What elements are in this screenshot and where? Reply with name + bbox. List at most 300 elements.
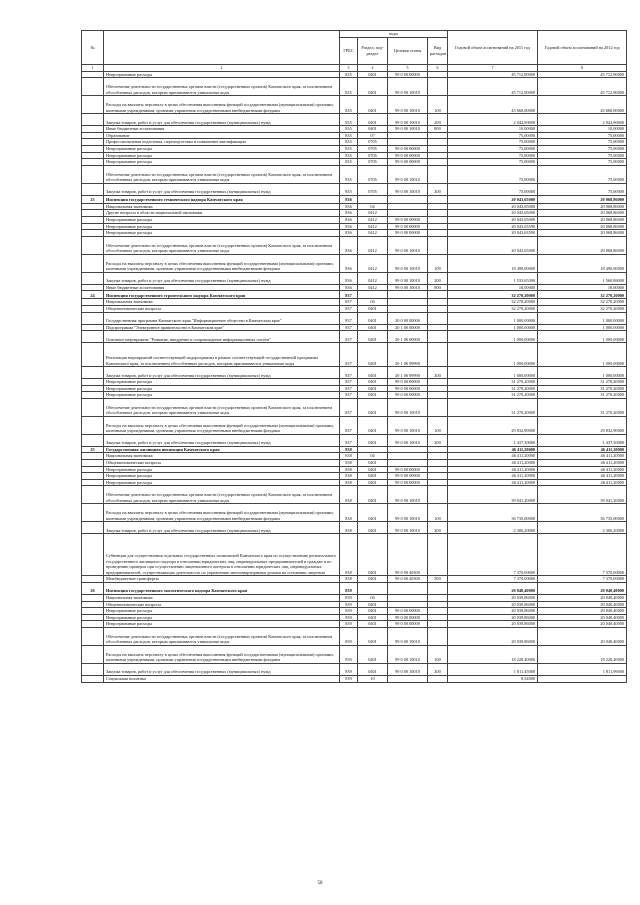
cell-name: Непрограммные расходы: [104, 608, 340, 615]
cell-amount-2012: 31 270,20000: [538, 398, 627, 416]
cell-name: Непрограммные расходы: [104, 71, 340, 78]
cell-target: 99 0 00 00000: [388, 223, 428, 230]
cell-name: Расходы на выплаты персоналу в целях обеспечения выполнения функций государственными (муниципальными) органами, казенными учреждениями, органами управления государственными внебюджетными фондами: [104, 646, 340, 664]
table-row: [82, 446, 627, 453]
cell-name: Государственная программа Камчатского края "Информационное общество в Камчатском крае": [104, 312, 340, 324]
cell-vr: [428, 132, 448, 139]
cell-section: 04: [358, 453, 388, 460]
cell-section: 10: [358, 676, 388, 683]
cell-amount-2011: 7 370,00000: [448, 534, 538, 576]
table-row: [82, 145, 627, 152]
cell-amount-2011: 1 533,65390: [448, 272, 538, 284]
cell-amount-2012: 39 041,20000: [538, 486, 627, 504]
cell-name: Непрограммные расходы: [104, 621, 340, 628]
table-row: [82, 628, 627, 646]
cell-vr: [428, 676, 448, 683]
cell-grbs: 837: [340, 379, 358, 386]
column-index: 8: [538, 65, 627, 72]
cell-amount-2011: 45 712,90000: [448, 71, 538, 78]
table-row: [82, 479, 627, 486]
cell-name: Непрограммные расходы: [104, 223, 340, 230]
table-row: [82, 312, 627, 324]
cell-grbs: 838: [340, 504, 358, 522]
cell-vr: [428, 460, 448, 467]
header-name: [104, 31, 340, 65]
cell-grbs: 839: [340, 664, 358, 676]
cell-amount-2012: 20 068,86000: [538, 210, 627, 217]
table-row: [82, 183, 627, 195]
cell-target: 99 0 00 40300: [388, 576, 428, 583]
cell-number: [82, 139, 104, 146]
cell-number: [82, 324, 104, 331]
cell-target: 99 0 00 00000: [388, 473, 428, 480]
cell-amount-2011: 31 270,20000: [448, 398, 538, 416]
cell-section: 0401: [358, 398, 388, 416]
cell-vr: [428, 595, 448, 602]
cell-target: [388, 195, 428, 203]
cell-vr: 200: [428, 522, 448, 534]
cell-amount-2011: 18,00000: [448, 284, 538, 291]
table-row: [82, 114, 627, 126]
cell-amount-2012: 20 040,40000: [538, 595, 627, 602]
cell-vr: [428, 195, 448, 203]
cell-number: [82, 676, 104, 683]
cell-vr: [428, 473, 448, 480]
cell-number: [82, 305, 104, 312]
column-index: 1: [82, 65, 104, 72]
cell-number: [82, 664, 104, 676]
cell-target: [388, 132, 428, 139]
cell-name: Расходы на выплаты персоналу в целях обеспечения выполнения функций государственными (муниципальными) органами, казенными учреждениями, органами управления государственными внебюджетными фондами: [104, 254, 340, 272]
cell-amount-2012: 46 411,20000: [538, 473, 627, 480]
table-row: [82, 453, 627, 460]
cell-section: 0401: [358, 114, 388, 126]
cell-target: 99 0 00 40300: [388, 534, 428, 576]
table-row: [82, 614, 627, 621]
cell-grbs: 835: [340, 159, 358, 166]
cell-target: 20 1 06 00000: [388, 331, 428, 343]
cell-grbs: 839: [340, 608, 358, 615]
cell-name: Обеспечение деятельности государственных органов власти (государственных органов) Камчатского края, за исключением обособленных расходов, которым присваиваются уникальные коды: [104, 628, 340, 646]
cell-target: 99 0 00 10010: [388, 398, 428, 416]
cell-name: Инспекция государственного технического надзора Камчатского края: [104, 195, 340, 203]
cell-target: [388, 291, 428, 299]
cell-number: 23: [82, 195, 104, 203]
cell-section: 0705: [358, 152, 388, 159]
cell-amount-2012: 1 000,00000: [538, 312, 627, 324]
cell-target: 99 0 00 10010: [388, 628, 428, 646]
cell-amount-2012: 18,00000: [538, 284, 627, 291]
cell-amount-2012: 75,00000: [538, 159, 627, 166]
cell-grbs: 835: [340, 114, 358, 126]
cell-amount-2012: 18 228,40000: [538, 646, 627, 664]
cell-vr: [428, 398, 448, 416]
cell-target: [388, 583, 428, 595]
cell-amount-2012: 46 411,20000: [538, 453, 627, 460]
cell-amount-2011: 18 490,00000: [448, 254, 538, 272]
cell-amount-2012: 20 040,40000: [538, 608, 627, 615]
cell-name: Национальная экономика: [104, 595, 340, 602]
cell-amount-2012: 36 735,00000: [538, 504, 627, 522]
cell-section: 0401: [358, 324, 388, 331]
cell-vr: [428, 601, 448, 608]
cell-target: 99 0 00 10010: [388, 646, 428, 664]
table-row: [82, 392, 627, 399]
cell-target: [388, 453, 428, 460]
cell-section: 0705: [358, 139, 388, 146]
table-row: [82, 139, 627, 146]
cell-name: Непрограммные расходы: [104, 392, 340, 399]
cell-grbs: 838: [340, 473, 358, 480]
cell-target: 99 0 00 00000: [388, 71, 428, 78]
cell-vr: [428, 145, 448, 152]
cell-amount-2012: 20 040,40000: [538, 628, 627, 646]
table-row: [82, 223, 627, 230]
cell-target: 99 0 00 00000: [388, 621, 428, 628]
page-number: 58: [317, 881, 323, 886]
table-row: [82, 379, 627, 386]
cell-grbs: 839: [340, 614, 358, 621]
cell-grbs: 835: [340, 165, 358, 183]
cell-section: 0412: [358, 284, 388, 291]
cell-grbs: 838: [340, 446, 358, 453]
cell-number: [82, 595, 104, 602]
cell-grbs: 837: [340, 367, 358, 379]
cell-section: 0401: [358, 312, 388, 324]
cell-name: Непрограммные расходы: [104, 466, 340, 473]
cell-number: [82, 504, 104, 522]
cell-section: 07: [358, 132, 388, 139]
cell-grbs: 835: [340, 145, 358, 152]
cell-vr: [428, 628, 448, 646]
cell-section: 0401: [358, 486, 388, 504]
column-index: 6: [428, 65, 448, 72]
cell-name: Непрограммные расходы: [104, 379, 340, 386]
cell-vr: [428, 165, 448, 183]
header-target: Целевая статья: [388, 38, 428, 65]
cell-name: Непрограммные расходы: [104, 152, 340, 159]
table-row: [82, 434, 627, 446]
cell-target: 99 0 00 10010: [388, 284, 428, 291]
cell-section: 0401: [358, 305, 388, 312]
cell-amount-2012: 46 411,20000: [538, 446, 627, 453]
cell-name: Субвенции для осуществления отдельных государственных полномочий Камчатского края по осуществлению регионального государственного жилищного надзора в отношении юридических лиц, индивидуальных предпринимателей и граждан и по проведению проверок при осуществлении лицензионного контроля в отношении юридических лиц, индивидуальных предпринимателей, осуществляющих деятельность по управлению многоквартирными домами на основании лицензии: [104, 534, 340, 576]
cell-target: [388, 446, 428, 453]
cell-vr: 100: [428, 646, 448, 664]
cell-vr: [428, 305, 448, 312]
cell-grbs: 835: [340, 126, 358, 133]
cell-grbs: 838: [340, 534, 358, 576]
cell-grbs: 836: [340, 254, 358, 272]
cell-number: [82, 621, 104, 628]
cell-section: 0401: [358, 379, 388, 386]
table-row: [82, 595, 627, 602]
cell-vr: [428, 152, 448, 159]
cell-vr: [428, 608, 448, 615]
header-year-2012: Годовой объем ассигнований на 2012 год: [538, 31, 627, 65]
cell-amount-2012: 1 560,86000: [538, 272, 627, 284]
cell-name: Закупка товаров, работ и услуг для обеспечения государственных (муниципальных) нужд: [104, 522, 340, 534]
table-row: [82, 664, 627, 676]
cell-target: 99 0 00 00000: [388, 159, 428, 166]
cell-vr: [428, 78, 448, 96]
cell-amount-2011: 75,00000: [448, 159, 538, 166]
cell-section: 0401: [358, 614, 388, 621]
cell-amount-2012: 31 270,20000: [538, 392, 627, 399]
cell-amount-2011: 20 039,86000: [448, 595, 538, 602]
cell-target: [388, 676, 428, 683]
cell-grbs: 835: [340, 78, 358, 96]
table-row: [82, 291, 627, 299]
cell-amount-2012: 20 068,86000: [538, 195, 627, 203]
cell-vr: [428, 203, 448, 210]
cell-name: Национальная экономика: [104, 203, 340, 210]
cell-section: 0705: [358, 145, 388, 152]
table-row: [82, 254, 627, 272]
cell-target: 99 0 00 10010: [388, 522, 428, 534]
cell-number: [82, 331, 104, 343]
cell-grbs: 837: [340, 398, 358, 416]
table-row: [82, 676, 627, 683]
cell-amount-2012: 2 306,20000: [538, 522, 627, 534]
cell-grbs: 838: [340, 576, 358, 583]
cell-section: 0401: [358, 416, 388, 434]
cell-grbs: 835: [340, 139, 358, 146]
cell-amount-2012: 75,00000: [538, 139, 627, 146]
cell-amount-2011: 20 039,86000: [448, 601, 538, 608]
cell-vr: 100: [428, 504, 448, 522]
cell-grbs: 837: [340, 299, 358, 306]
cell-number: [82, 343, 104, 367]
table-row: [82, 305, 627, 312]
cell-amount-2011: 75,00000: [448, 139, 538, 146]
cell-section: 0705: [358, 183, 388, 195]
column-index: 4: [358, 65, 388, 72]
cell-target: 99 0 00 00000: [388, 466, 428, 473]
cell-vr: 100: [428, 96, 448, 114]
cell-section: 0412: [358, 216, 388, 223]
cell-amount-2012: 20 068,86000: [538, 203, 627, 210]
table-row: [82, 230, 627, 237]
cell-number: [82, 646, 104, 664]
cell-number: [82, 223, 104, 230]
table-row: [82, 78, 627, 96]
cell-grbs: 837: [340, 392, 358, 399]
cell-number: [82, 254, 104, 272]
cell-target: 20 1 06 99990: [388, 367, 428, 379]
cell-target: [388, 203, 428, 210]
cell-number: [82, 534, 104, 576]
cell-amount-2011: 1 000,00000: [448, 343, 538, 367]
cell-name: Непрограммные расходы: [104, 230, 340, 237]
cell-grbs: 838: [340, 460, 358, 467]
table-row: [82, 460, 627, 467]
cell-number: [82, 576, 104, 583]
cell-number: [82, 272, 104, 284]
cell-number: [82, 210, 104, 217]
cell-section: 0412: [358, 210, 388, 217]
cell-vr: [428, 331, 448, 343]
cell-target: [388, 595, 428, 602]
cell-name: Непрограммные расходы: [104, 479, 340, 486]
cell-amount-2012: 31 270,20000: [538, 385, 627, 392]
cell-number: [82, 614, 104, 621]
cell-amount-2011: 75,00000: [448, 152, 538, 159]
cell-grbs: 836: [340, 210, 358, 217]
cell-section: 0401: [358, 71, 388, 78]
cell-vr: [428, 216, 448, 223]
cell-amount-2011: 18 228,40000: [448, 646, 538, 664]
table-row: [82, 132, 627, 139]
cell-amount-2012: 1 000,00000: [538, 367, 627, 379]
cell-name: Обеспечение деятельности государственных органов власти (государственных органов) Камчатского края, за исключением обособленных расходов, которым присваиваются уникальные коды: [104, 236, 340, 254]
cell-name: Непрограммные расходы: [104, 614, 340, 621]
cell-target: 99 0 00 00000: [388, 230, 428, 237]
cell-amount-2012: 1 000,00000: [538, 324, 627, 331]
cell-section: 04: [358, 203, 388, 210]
cell-amount-2011: 75,00000: [448, 183, 538, 195]
cell-number: [82, 78, 104, 96]
cell-amount-2012: 46 411,20000: [538, 466, 627, 473]
cell-amount-2011: 20 043,63590: [448, 230, 538, 237]
cell-target: 99 0 00 00000: [388, 614, 428, 621]
cell-name: Обеспечение деятельности государственных органов власти (государственных органов) Камчатского края, за исключением обособленных расходов, которым присваиваются уникальные коды: [104, 486, 340, 504]
cell-section: 0412: [358, 254, 388, 272]
cell-section: 0705: [358, 159, 388, 166]
cell-section: 0401: [358, 646, 388, 664]
cell-amount-2011: 75,00000: [448, 145, 538, 152]
cell-amount-2011: 32 270,20000: [448, 291, 538, 299]
table-row: [82, 159, 627, 166]
cell-section: 0412: [358, 230, 388, 237]
cell-vr: [428, 324, 448, 331]
cell-amount-2012: 7 370,00000: [538, 534, 627, 576]
cell-number: [82, 96, 104, 114]
cell-number: 25: [82, 446, 104, 453]
cell-amount-2012: 75,00000: [538, 165, 627, 183]
cell-amount-2011: 39 041,20000: [448, 486, 538, 504]
cell-target: [388, 305, 428, 312]
column-index: 2: [104, 65, 340, 72]
cell-amount-2011: 31 270,20000: [448, 379, 538, 386]
cell-number: [82, 466, 104, 473]
cell-vr: 200: [428, 183, 448, 195]
cell-section: 0705: [358, 165, 388, 183]
cell-number: [82, 126, 104, 133]
table-row: [82, 473, 627, 480]
cell-section: 0401: [358, 460, 388, 467]
cell-name: Основное мероприятие "Развитие, внедрение и сопровождение информационных систем": [104, 331, 340, 343]
cell-vr: 200: [428, 664, 448, 676]
cell-target: 99 0 00 00000: [388, 608, 428, 615]
cell-section: 0401: [358, 479, 388, 486]
cell-amount-2011: 31 270,20000: [448, 392, 538, 399]
cell-amount-2011: 46 411,20000: [448, 460, 538, 467]
cell-number: [82, 145, 104, 152]
cell-target: [388, 460, 428, 467]
cell-vr: [428, 312, 448, 324]
cell-vr: 800: [428, 126, 448, 133]
table-row: [82, 324, 627, 331]
cell-number: [82, 608, 104, 615]
cell-number: [82, 486, 104, 504]
cell-number: [82, 216, 104, 223]
cell-vr: [428, 210, 448, 217]
cell-section: [358, 446, 388, 453]
cell-target: 99 0 00 10010: [388, 434, 428, 446]
cell-name: Непрограммные расходы: [104, 145, 340, 152]
cell-name: Закупка товаров, работ и услуг для обеспечения государственных (муниципальных) нужд: [104, 367, 340, 379]
cell-vr: [428, 223, 448, 230]
cell-grbs: 839: [340, 628, 358, 646]
cell-name: Закупка товаров, работ и услуг для обеспечения государственных (муниципальных) нужд: [104, 114, 340, 126]
cell-amount-2012: 20 068,86000: [538, 230, 627, 237]
cell-section: 0401: [358, 466, 388, 473]
cell-amount-2012: 1 811,99000: [538, 664, 627, 676]
cell-target: [388, 139, 428, 146]
cell-target: 99 0 00 00000: [388, 145, 428, 152]
cell-name: Инспекция государственного строительного надзора Камчатского края: [104, 291, 340, 299]
cell-amount-2011: 1 000,00000: [448, 331, 538, 343]
cell-section: 0401: [358, 601, 388, 608]
cell-target: 99 0 00 10010: [388, 165, 428, 183]
cell-amount-2011: 46 411,20000: [448, 466, 538, 473]
cell-target: 20 1 00 00000: [388, 324, 428, 331]
cell-target: 99 0 00 00000: [388, 379, 428, 386]
cell-target: 99 0 00 10010: [388, 272, 428, 284]
table-row: [82, 195, 627, 203]
table-row: [82, 299, 627, 306]
cell-section: 0412: [358, 236, 388, 254]
cell-amount-2012: 29 832,90000: [538, 416, 627, 434]
cell-name: Инспекция государственного экологического надзора Камчатского края: [104, 583, 340, 595]
cell-section: 0401: [358, 343, 388, 367]
cell-name: Подпрограмма "Электронное правительство в Камчатском крае": [104, 324, 340, 331]
table-row: [82, 71, 627, 78]
cell-number: [82, 628, 104, 646]
cell-name: Непрограммные расходы: [104, 159, 340, 166]
cell-section: 0401: [358, 385, 388, 392]
cell-vr: 500: [428, 576, 448, 583]
cell-vr: [428, 446, 448, 453]
cell-amount-2011: 1 000,00000: [448, 324, 538, 331]
cell-target: 99 0 00 10010: [388, 96, 428, 114]
table-row: [82, 583, 627, 595]
table-row: [82, 466, 627, 473]
cell-amount-2012: 46 411,20000: [538, 479, 627, 486]
cell-amount-2011: 7 370,00000: [448, 576, 538, 583]
cell-section: 0401: [358, 392, 388, 399]
cell-vr: 800: [428, 284, 448, 291]
cell-name: Закупка товаров, работ и услуг для обеспечения государственных (муниципальных) нужд: [104, 272, 340, 284]
column-index: 3: [340, 65, 358, 72]
cell-target: 99 0 00 00000: [388, 216, 428, 223]
cell-vr: [428, 534, 448, 576]
cell-amount-2012: 43 660,00000: [538, 96, 627, 114]
table-row: [82, 534, 627, 576]
cell-target: [388, 210, 428, 217]
cell-number: [82, 165, 104, 183]
cell-name: Национальная экономика: [104, 299, 340, 306]
cell-amount-2011: 46 411,20000: [448, 446, 538, 453]
cell-amount-2011: 20 039,86000: [448, 614, 538, 621]
cell-amount-2012: 75,00000: [538, 152, 627, 159]
cell-target: 99 0 00 10010: [388, 416, 428, 434]
cell-number: [82, 416, 104, 434]
cell-amount-2011: 2 306,20000: [448, 522, 538, 534]
cell-target: [388, 299, 428, 306]
cell-grbs: 835: [340, 152, 358, 159]
